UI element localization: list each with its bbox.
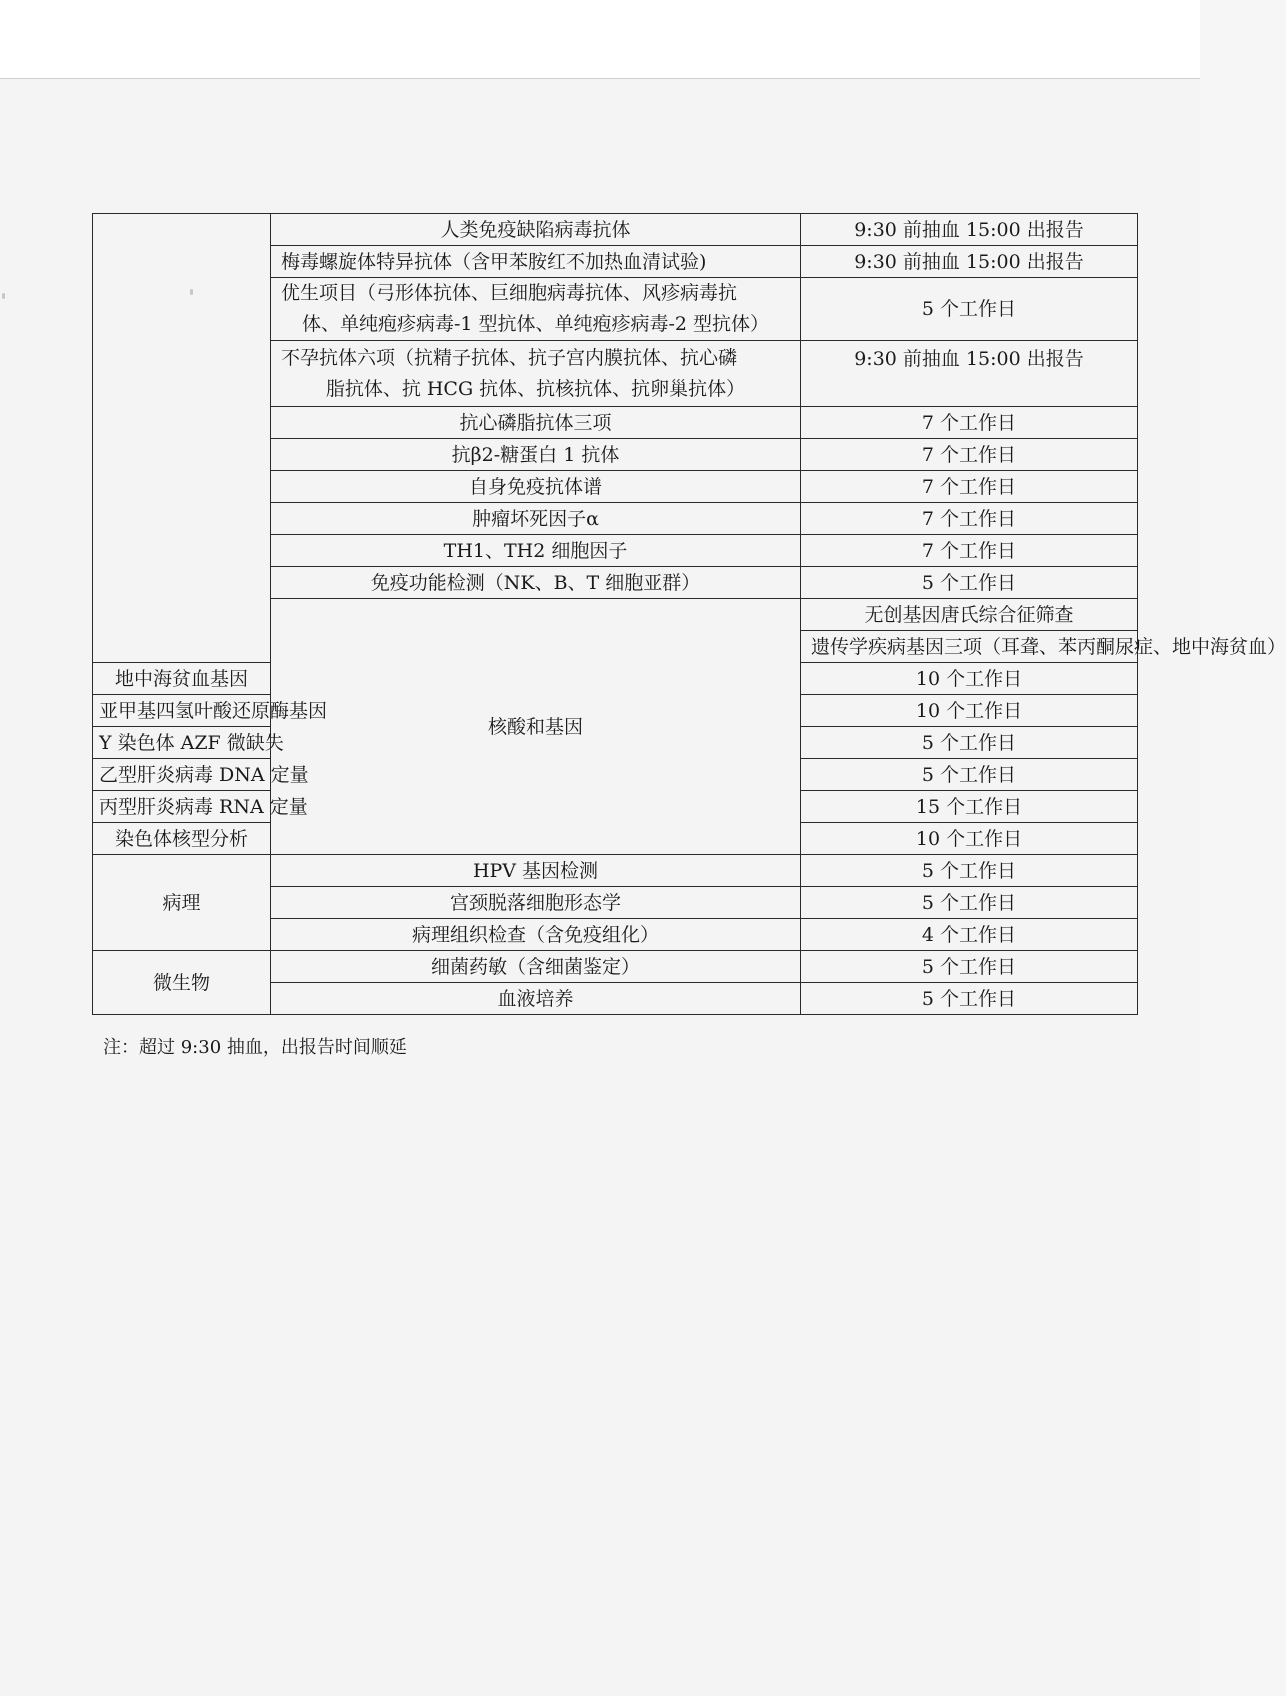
test-item: 乙型肝炎病毒 DNA 定量 bbox=[93, 759, 271, 791]
test-item: 遗传学疾病基因三项（耳聋、苯丙酮尿症、地中海贫血） bbox=[801, 631, 1138, 663]
test-schedule-table bbox=[92, 213, 1286, 1015]
test-item: 病理组织检查（含免疫组化） bbox=[271, 919, 801, 951]
test-item: 梅毒螺旋体特异抗体（含甲苯胺红不加热血清试验) bbox=[271, 246, 801, 278]
test-item-line2: 脂抗体、抗 HCG 抗体、抗核抗体、抗卵巢抗体） bbox=[325, 377, 746, 400]
test-item: 地中海贫血基因 bbox=[93, 663, 271, 695]
report-time: 5 个工作日 bbox=[801, 759, 1138, 791]
test-item-line1: 不孕抗体六项（抗精子抗体、抗子宫内膜抗体、抗心磷 bbox=[281, 346, 738, 369]
test-item: 无创基因唐氏综合征筛查 bbox=[801, 599, 1138, 631]
report-time: 5 个工作日 bbox=[801, 855, 1138, 887]
test-item: 细菌药敏（含细菌鉴定） bbox=[271, 951, 801, 983]
report-time: 5 个工作日 bbox=[801, 278, 1138, 341]
report-time: 7 个工作日 bbox=[801, 439, 1138, 471]
test-item: 亚甲基四氢叶酸还原酶基因 bbox=[93, 695, 271, 727]
category-cell-microbe: 微生物 bbox=[93, 951, 271, 1015]
report-time: 5 个工作日 bbox=[801, 951, 1138, 983]
report-time: 7 个工作日 bbox=[801, 407, 1138, 439]
report-time: 5 个工作日 bbox=[801, 983, 1138, 1015]
report-time: 9:30 前抽血 15:00 出报告 bbox=[801, 246, 1138, 278]
scanner-top-margin bbox=[0, 0, 1200, 79]
test-item: 抗心磷脂抗体三项 bbox=[271, 407, 801, 439]
test-item: HPV 基因检测 bbox=[271, 855, 801, 887]
report-time: 5 个工作日 bbox=[801, 727, 1138, 759]
test-item: Y 染色体 AZF 微缺失 bbox=[93, 727, 271, 759]
footnote: 注：超过 9:30 抽血，出报告时间顺延 bbox=[103, 1037, 407, 1058]
test-item bbox=[271, 341, 801, 407]
test-item-line1: 优生项目（弓形体抗体、巨细胞病毒抗体、风疹病毒抗 bbox=[281, 282, 738, 304]
report-time: 7 个工作日 bbox=[801, 535, 1138, 567]
table-row bbox=[93, 951, 1138, 983]
report-time: 7 个工作日 bbox=[801, 471, 1138, 503]
test-item: 自身免疫抗体谱 bbox=[271, 471, 801, 503]
report-time: 5 个工作日 bbox=[801, 887, 1138, 919]
test-item: 血液培养 bbox=[271, 983, 801, 1015]
test-item: TH1、TH2 细胞因子 bbox=[271, 535, 801, 567]
category-cell-immune bbox=[93, 214, 271, 663]
scan-speck bbox=[2, 293, 5, 299]
report-time: 9:30 前抽血 15:00 出报告 bbox=[801, 214, 1138, 246]
report-time: 4 个工作日 bbox=[801, 919, 1138, 951]
test-item: 免疫功能检测（NK、B、T 细胞亚群） bbox=[271, 567, 801, 599]
report-time: 15 个工作日 bbox=[801, 791, 1138, 823]
test-item: 染色体核型分析 bbox=[93, 823, 271, 855]
report-time: 10 个工作日 bbox=[801, 663, 1138, 695]
category-cell-nucleic: 核酸和基因 bbox=[271, 599, 801, 855]
test-item: 宫颈脱落细胞形态学 bbox=[271, 887, 801, 919]
table-row bbox=[93, 855, 1138, 887]
test-item: 抗β2-糖蛋白 1 抗体 bbox=[271, 439, 801, 471]
test-item: 丙型肝炎病毒 RNA 定量 bbox=[93, 791, 271, 823]
report-time: 5 个工作日 bbox=[801, 567, 1138, 599]
test-item: 人类免疫缺陷病毒抗体 bbox=[271, 214, 801, 246]
report-time: 10 个工作日 bbox=[801, 695, 1138, 727]
test-item bbox=[271, 278, 801, 341]
test-item-line2: 体、单纯疱疹病毒-1 型抗体、单纯疱疹病毒-2 型抗体） bbox=[301, 313, 770, 335]
test-item: 肿瘤坏死因子α bbox=[271, 503, 801, 535]
category-cell-pathology: 病理 bbox=[93, 855, 271, 951]
report-time: 9:30 前抽血 15:00 出报告 bbox=[801, 341, 1138, 407]
table-row bbox=[93, 214, 1138, 246]
report-time: 7 个工作日 bbox=[801, 503, 1138, 535]
report-time: 10 个工作日 bbox=[801, 823, 1138, 855]
